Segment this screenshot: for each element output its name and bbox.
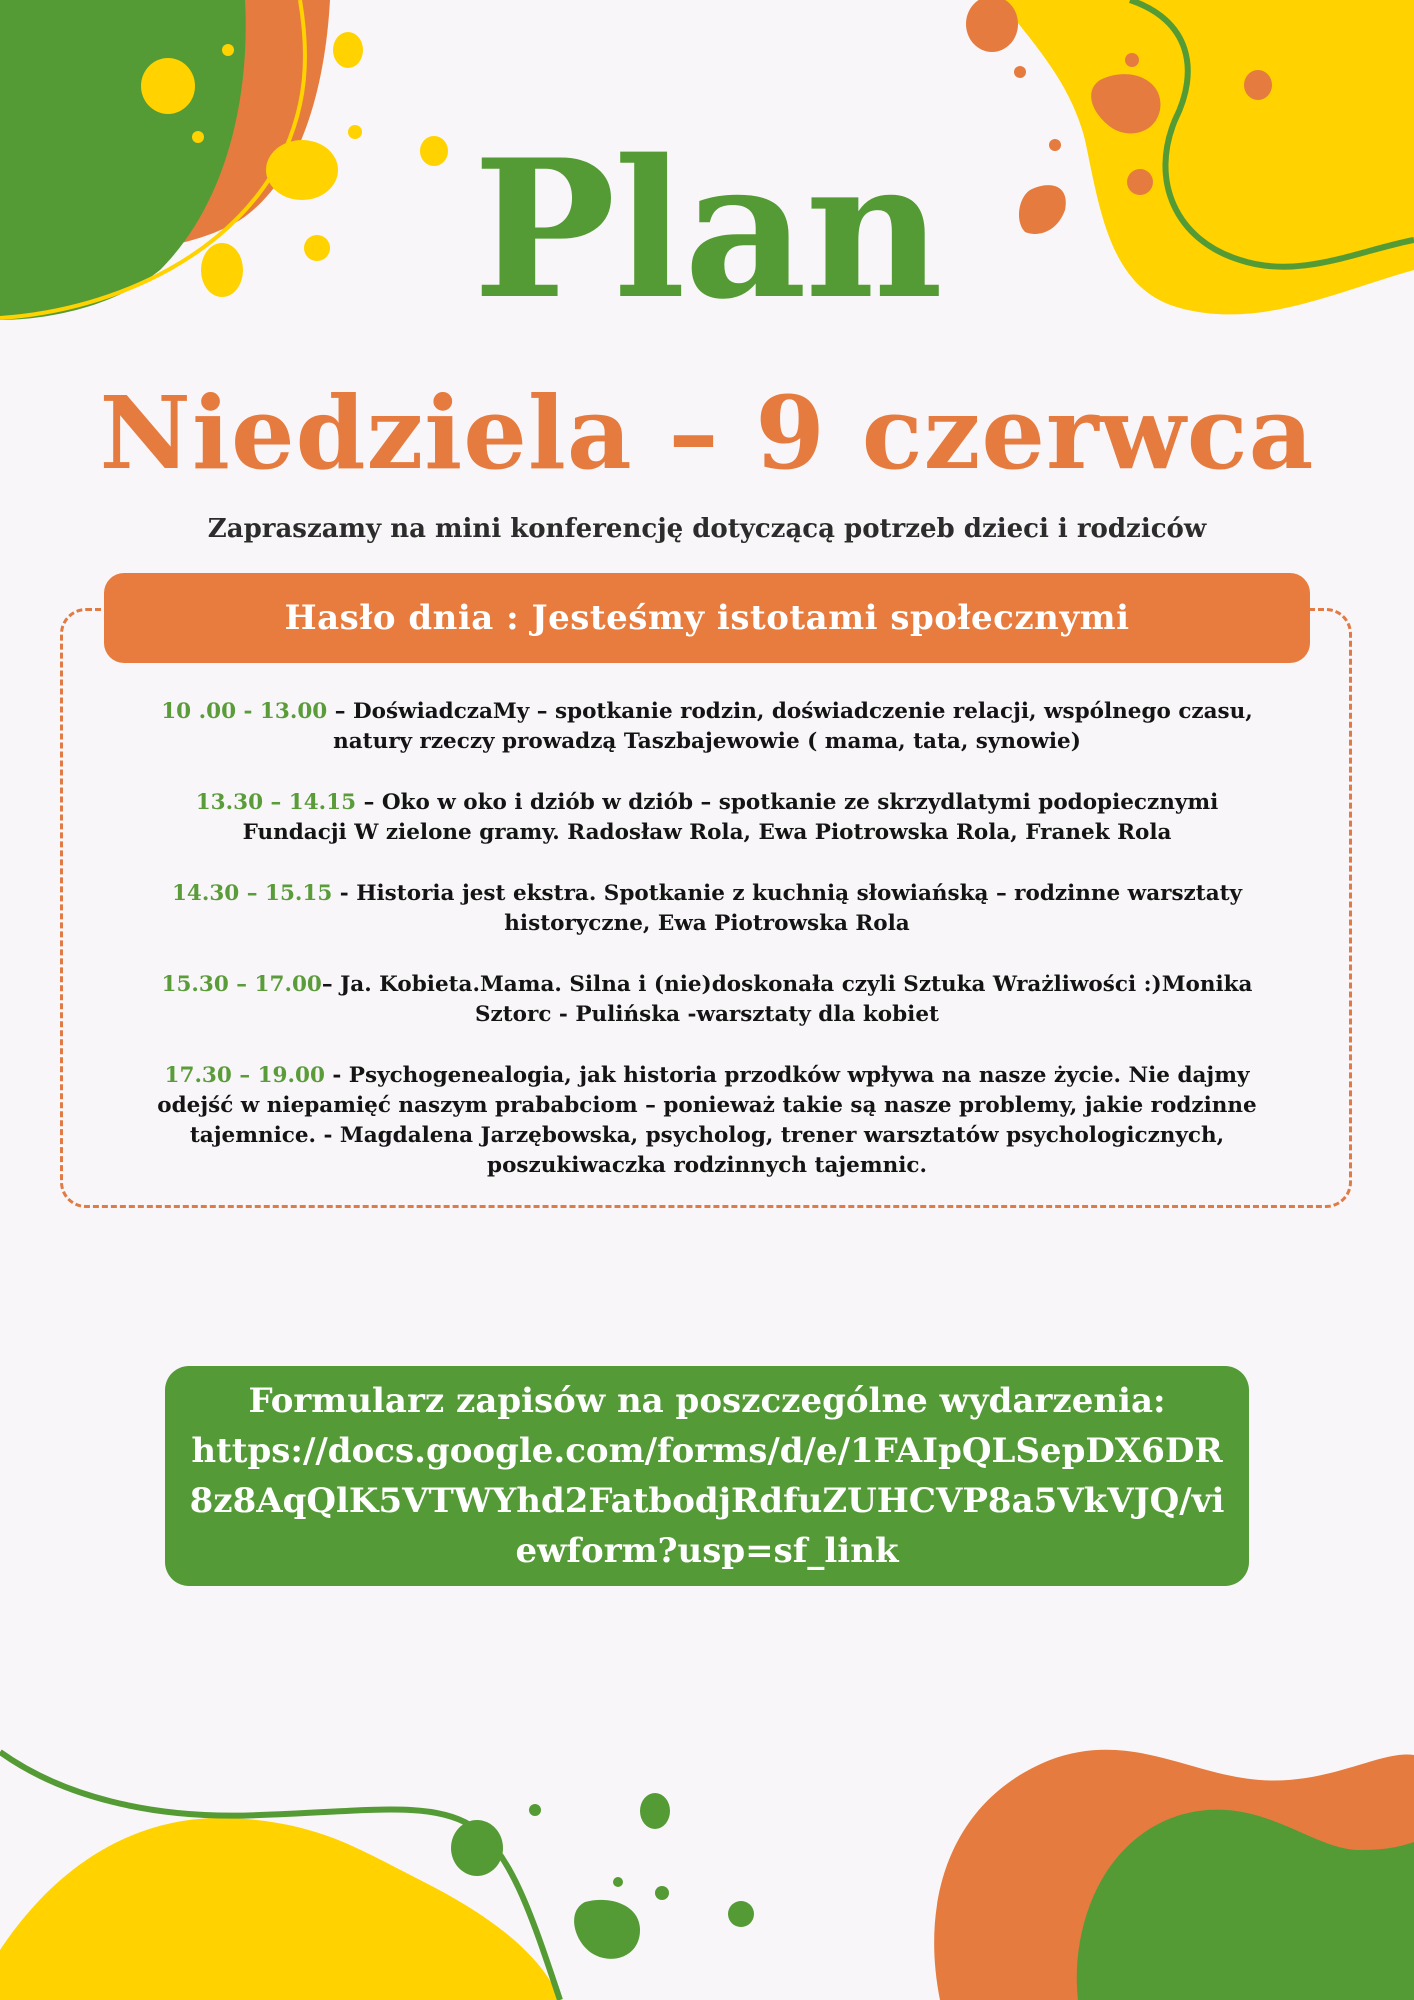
- schedule-item-time: 14.30 – 15.15: [171, 881, 333, 906]
- registration-form-link[interactable]: https://docs.google.com/forms/d/e/1FAIpQLSepDX6DR8z8AqQlK5VTWYhd2FatbodjRdfuZUHCVP8a5VkVJQ/viewform?usp=sf_link: [189, 1431, 1225, 1571]
- schedule-item: [140, 697, 1274, 757]
- schedule-item: [140, 970, 1274, 1030]
- schedule-item-time: 15.30 – 17.00: [161, 972, 322, 997]
- event-date-heading: Niedziela – 9 czerwca: [99, 374, 1315, 492]
- schedule-item: [140, 879, 1274, 939]
- schedule-item-time: 17.30 – 19.00: [164, 1063, 325, 1088]
- schedule-item-time: 13.30 – 14.15: [195, 790, 357, 815]
- registration-form-label: Formularz zapisów na poszczególne wydarzenia:: [248, 1381, 1166, 1421]
- bottom-right-blobs: [934, 1750, 1414, 2000]
- schedule-list: [140, 697, 1274, 1212]
- intro-text: Zapraszamy na mini konferencję dotyczącą potrzeb dzieci i rodziców: [207, 514, 1207, 544]
- motto-banner: Hasło dnia : Jesteśmy istotami społecznymi: [104, 573, 1310, 663]
- schedule-item: [140, 1061, 1274, 1181]
- registration-form-box: [165, 1366, 1249, 1586]
- schedule-item-description: – Oko w oko i dziób w dziób – spotkanie ze skrzydlatymi podopiecznymi Fundacji W zielone gramy. Radosław Rola, Ewa Piotrowska Rola, Franek Rola: [242, 790, 1219, 845]
- schedule-item-description: - Historia jest ekstra. Spotkanie z kuchnią słowiańską – rodzinne warsztaty historyczne, Ewa Piotrowska Rola: [332, 881, 1243, 936]
- bottom-left-blobs: [0, 1752, 754, 2000]
- schedule-item-description: - Psychogenealogia, jak historia przodków wpływa na nasze życie. Nie dajmy odejść w niepamięć naszym prababciom – ponieważ takie są nasze problemy, jakie rodzinne tajemnice. - Magdalena Jarzębowska, psycholog, trener warsztatów psychologicznych, poszukiwaczka rodzinnych tajemnic.: [157, 1063, 1257, 1178]
- schedule-item: [140, 788, 1274, 848]
- schedule-item-description: – Ja. Kobieta.Mama. Silna i (nie)doskonała czyli Sztuka Wrażliwości :)Monika Sztorc - Pulińska -warsztaty dla kobiet: [321, 972, 1253, 1027]
- page-title: Plan: [472, 118, 942, 341]
- schedule-item-time: 10 .00 - 13.00: [161, 699, 328, 724]
- schedule-item-description: – DoświadczaMy – spotkanie rodzin, doświadczenie relacji, wspólnego czasu, natury rzeczy prowadzą Taszbajewowie ( mama, tata, synowie): [327, 699, 1253, 754]
